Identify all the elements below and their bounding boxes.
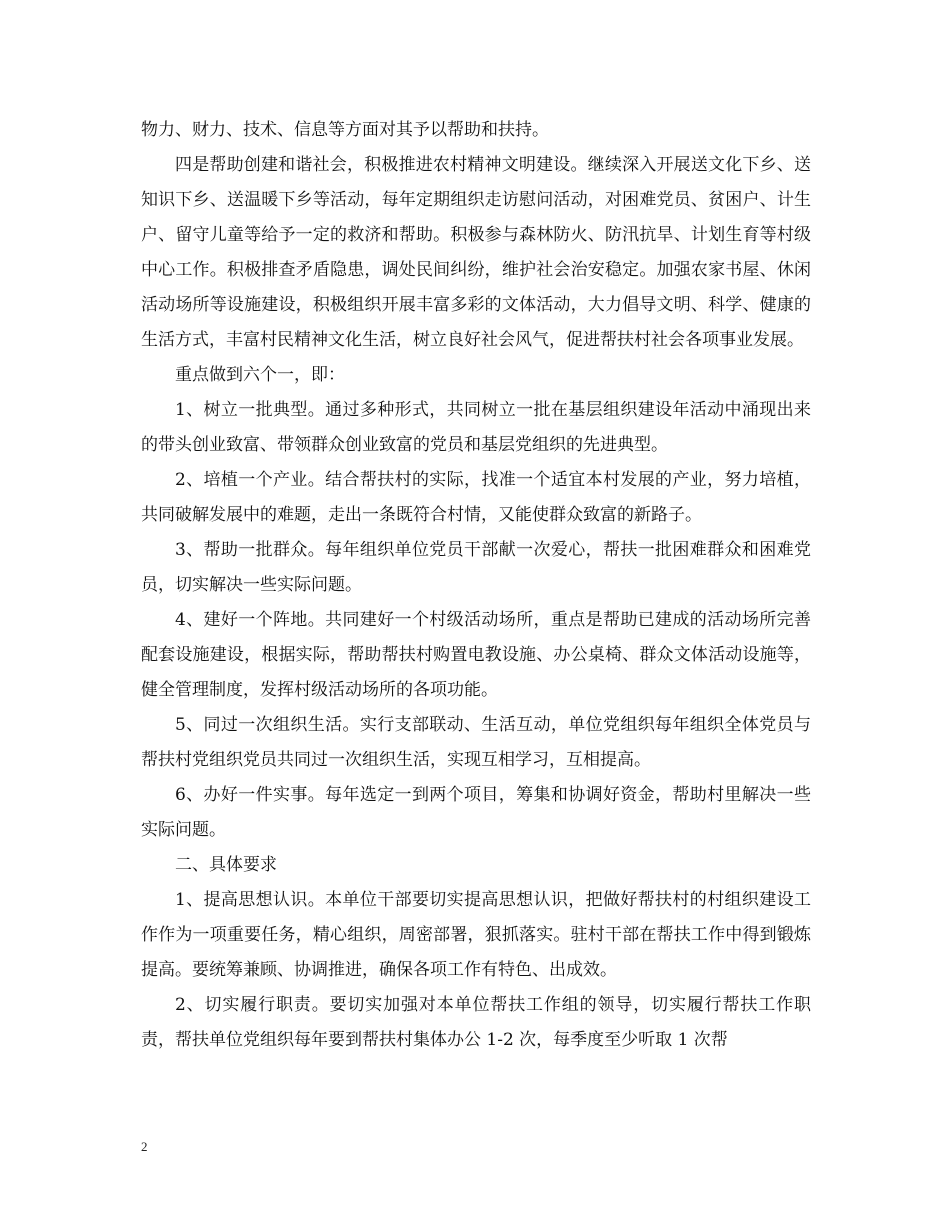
paragraph: 1、提高思想认识。本单位干部要切实提高思想认识，把做好帮扶村的村组织建设工作作为一项重要任务，精心组织，周密部署，狠抓落实。驻村干部在帮扶工作中得到锻炼提高。要统筹兼顾、协调推进，确保各项工作有特色、出成效。	[141, 890, 811, 980]
section-heading: 二、具体要求	[175, 855, 277, 875]
paragraph: 4、建好一个阵地。共同建好一个村级活动场所，重点是帮助已建成的活动场所完善配套设施建设，根据实际，帮助帮扶村购置电教设施、办公桌椅、群众文体活动设施等，健全管理制度，发挥村级活动场所的各项功能。	[141, 610, 811, 700]
paragraph: 2、培植一个产业。结合帮扶村的实际，找准一个适宜本村发展的产业，努力培植，共同破解发展中的难题，走出一条既符合村情，又能使群众致富的新路子。	[141, 470, 811, 525]
paragraph: 6、办好一件实事。每年选定一到两个项目，筹集和协调好资金，帮助村里解决一些实际问题。	[141, 785, 811, 840]
page-number: 2	[141, 1139, 148, 1154]
paragraph: 5、同过一次组织生活。实行支部联动、生活互动，单位党组织每年组织全体党员与帮扶村党组织党员共同过一次组织生活，实现互相学习，互相提高。	[141, 715, 811, 770]
paragraph: 1、树立一批典型。通过多种形式，共同树立一批在基层组织建设年活动中涌现出来的带头创业致富、带领群众创业致富的党员和基层党组织的先进典型。	[141, 400, 811, 455]
paragraph: 重点做到六个一，即：	[175, 365, 345, 385]
document-body	[141, 113, 811, 1058]
paragraph: 2、切实履行职责。要切实加强对本单位帮扶工作组的领导，切实履行帮扶工作职责，帮扶单位党组织每年要到帮扶村集体办公 1-2 次，每季度至少听取 1 次帮	[141, 995, 811, 1050]
paragraph: 3、帮助一批群众。每年组织单位党员干部献一次爱心，帮扶一批困难群众和困难党员，切实解决一些实际问题。	[141, 540, 811, 595]
paragraph: 物力、财力、技术、信息等方面对其予以帮助和扶持。	[141, 120, 549, 140]
paragraph: 四是帮助创建和谐社会，积极推进农村精神文明建设。继续深入开展送文化下乡、送知识下乡、送温暖下乡等活动，每年定期组织走访慰问活动，对困难党员、贫困户、计生户、留守儿童等给予一定的救济和帮助。积极参与森林防火、防汛抗旱、计划生育等村级中心工作。积极排查矛盾隐患，调处民间纠纷，维护社会治安稳定。加强农家书屋、休闲活动场所等设施建设，积极组织开展丰富多彩的文体活动，大力倡导文明、科学、健康的生活方式，丰富村民精神文化生活，树立良好社会风气，促进帮扶村社会各项事业发展。	[141, 155, 811, 350]
